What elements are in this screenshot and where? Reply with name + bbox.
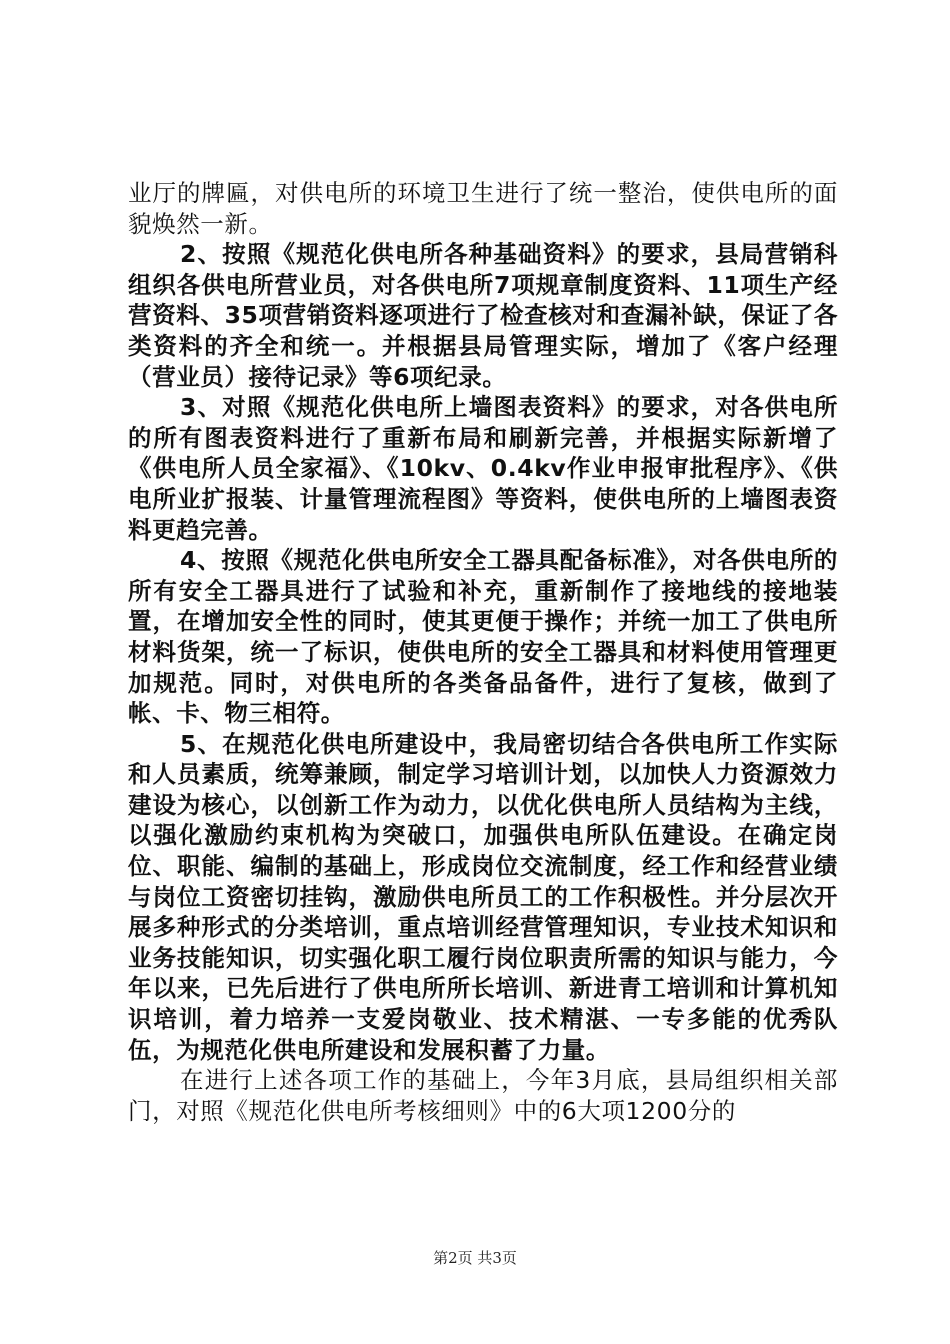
page-footer: 第2页 共3页 (433, 1249, 517, 1267)
document-body (128, 178, 838, 1126)
paragraph-item-3: 3、对照《规范化供电所上墙图表资料》的要求，对各供电所的所有图表资料进行了重新布局和刷新完善，并根据实际新增了《供电所人员全家福》、《10kv、0.4kv作业申报审批程序》、《供电所业扩报装、计量管理流程图》等资料，使供电所的上墙图表资料更趋完善。 (128, 393, 838, 544)
paragraph-summary: 在进行上述各项工作的基础上，今年3月底，县局组织相关部门，对照《规范化供电所考核细则》中的6大项1200分的 (128, 1066, 838, 1125)
paragraph-item-5: 5、在规范化供电所建设中，我局密切结合各供电所工作实际和人员素质，统筹兼顾，制定学习培训计划，以加快人力资源效力建设为核心，以创新工作为动力，以优化供电所人员结构为主线，以强化激励约束机构为突破口，加强供电所队伍建设。在确定岗位、职能、编制的基础上，形成岗位交流制度，经工作和经营业绩与岗位工资密切挂钩，激励供电所员工的工作积极性。并分层次开展多种形式的分类培训，重点培训经营管理知识，专业技术知识和业务技能知识，切实强化职工履行岗位职责所需的知识与能力，今年以来，已先后进行了供电所所长培训、新进青工培训和计算机知识培训，着力培养一支爱岗敬业、技术精湛、一专多能的优秀队伍，为规范化供电所建设和发展积蓄了力量。 (128, 729, 838, 1064)
paragraph-item-2: 2、按照《规范化供电所各种基础资料》的要求，县局营销科组织各供电所营业员，对各供电所7项规章制度资料、11项生产经营资料、35项营销资料逐项进行了检查核对和查漏补缺，保证了各类资料的齐全和统一。并根据县局管理实际，增加了《客户经理（营业员）接待记录》等6项纪录。 (128, 240, 838, 391)
paragraph-continuation: 业厅的牌匾，对供电所的环境卫生进行了统一整治，使供电所的面貌焕然一新。 (128, 179, 838, 238)
paragraph-item-4: 4、按照《规范化供电所安全工器具配备标准》，对各供电所的所有安全工器具进行了试验和补充，重新制作了接地线的接地装置，在增加安全性的同时，使其更便于操作；并统一加工了供电所材料货架，统一了标识，使供电所的安全工器具和材料使用管理更加规范。同时，对供电所的各类备品备件，进行了复核，做到了帐、卡、物三相符。 (128, 546, 838, 728)
